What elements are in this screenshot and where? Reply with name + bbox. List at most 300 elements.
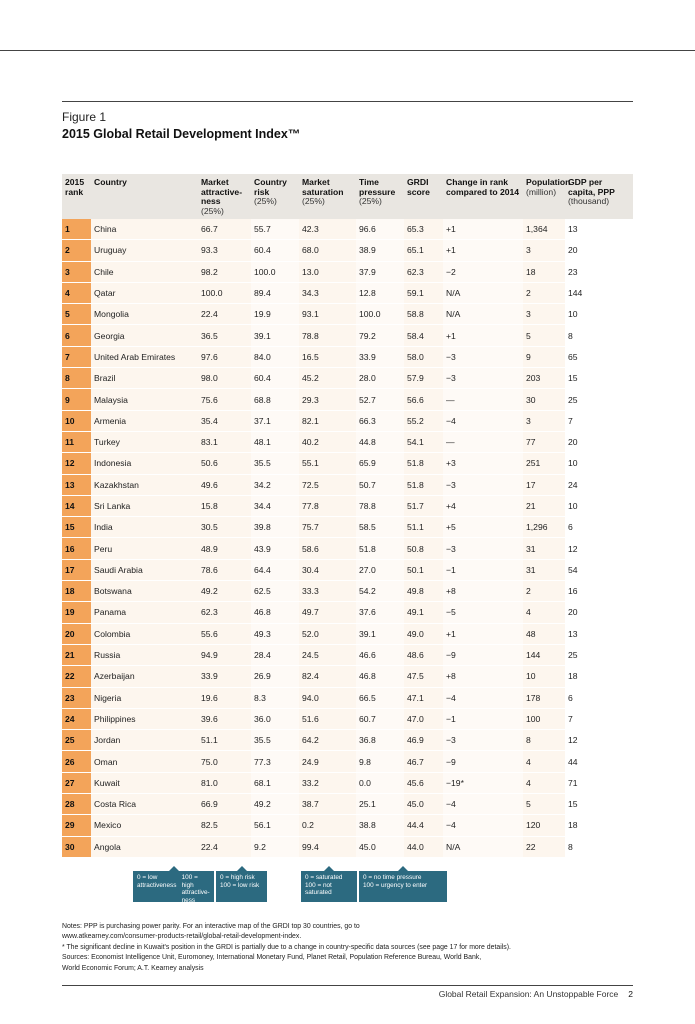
cell-rank: 15 <box>62 517 91 538</box>
cell-country: Kuwait <box>91 772 198 793</box>
cell-country: Russia <box>91 644 198 665</box>
legend-attractiveness <box>133 871 214 902</box>
cell-grdi-score: 45.0 <box>404 794 443 815</box>
legend-text: attractive- <box>181 889 210 897</box>
cell-time-pressure: 79.2 <box>356 325 404 346</box>
cell-rank: 29 <box>62 815 91 836</box>
cell-country-risk: 35.5 <box>251 453 299 474</box>
cell-market-saturation: 42.3 <box>299 219 356 240</box>
cell-time-pressure: 38.9 <box>356 240 404 261</box>
table-row <box>62 474 633 495</box>
cell-population: 5 <box>523 325 565 346</box>
cell-population: 203 <box>523 368 565 389</box>
cell-population: 100 <box>523 708 565 729</box>
cell-gdp-per-capita: 25 <box>565 389 633 410</box>
cell-market-saturation: 33.2 <box>299 772 356 793</box>
cell-population: 31 <box>523 559 565 580</box>
cell-market-saturation: 38.7 <box>299 794 356 815</box>
table-row <box>62 730 633 751</box>
cell-country-risk: 37.1 <box>251 410 299 431</box>
cell-rank: 27 <box>62 772 91 793</box>
header-title: Country risk <box>254 177 287 197</box>
note-line: Notes: PPP is purchasing power parity. For an interactive map of the GRDI top 30 countries, go to <box>62 923 360 930</box>
header-title: GRDI score <box>407 177 430 197</box>
table-row <box>62 240 633 261</box>
cell-time-pressure: 28.0 <box>356 368 404 389</box>
table-body <box>62 219 633 857</box>
cell-country-risk: 49.3 <box>251 623 299 644</box>
cell-rank: 2 <box>62 240 91 261</box>
cell-change-in-rank: +1 <box>443 219 523 240</box>
cell-market-saturation: 24.5 <box>299 644 356 665</box>
header-grdi-score <box>404 174 443 219</box>
cell-population: 22 <box>523 836 565 857</box>
cell-market-saturation: 40.2 <box>299 431 356 452</box>
cell-market-saturation: 51.6 <box>299 708 356 729</box>
cell-time-pressure: 100.0 <box>356 304 404 325</box>
cell-grdi-score: 46.7 <box>404 751 443 772</box>
header-title: Population <box>526 177 571 187</box>
cell-market-saturation: 30.4 <box>299 559 356 580</box>
cell-country-risk: 100.0 <box>251 261 299 282</box>
header-country-risk <box>251 174 299 219</box>
cell-gdp-per-capita: 15 <box>565 794 633 815</box>
cell-country: Botswana <box>91 581 198 602</box>
cell-country: Mongolia <box>91 304 198 325</box>
legend-text: 0 = high risk <box>220 874 255 881</box>
cell-market-attractiveness: 98.2 <box>198 261 251 282</box>
legend-text: 100 = not <box>305 881 332 889</box>
cell-grdi-score: 57.9 <box>404 368 443 389</box>
table-row <box>62 453 633 474</box>
table-row <box>62 687 633 708</box>
cell-gdp-per-capita: 20 <box>565 431 633 452</box>
cell-country-risk: 49.2 <box>251 794 299 815</box>
cell-time-pressure: 9.8 <box>356 751 404 772</box>
cell-time-pressure: 25.1 <box>356 794 404 815</box>
cell-market-saturation: 24.9 <box>299 751 356 772</box>
cell-grdi-score: 58.4 <box>404 325 443 346</box>
cell-country-risk: 34.4 <box>251 495 299 516</box>
cell-change-in-rank: +4 <box>443 495 523 516</box>
legend-text: 0 = saturated <box>305 874 343 881</box>
table-row <box>62 282 633 303</box>
table-row <box>62 304 633 325</box>
cell-change-in-rank: −4 <box>443 410 523 431</box>
cell-market-saturation: 29.3 <box>299 389 356 410</box>
header-population <box>523 174 571 219</box>
cell-rank: 3 <box>62 261 91 282</box>
cell-rank: 26 <box>62 751 91 772</box>
cell-country: Sri Lanka <box>91 495 198 516</box>
cell-grdi-score: 50.1 <box>404 559 443 580</box>
cell-grdi-score: 49.1 <box>404 602 443 623</box>
header-title: Market attractive-ness <box>201 177 243 206</box>
cell-time-pressure: 66.3 <box>356 410 404 431</box>
cell-population: 30 <box>523 389 565 410</box>
cell-market-attractiveness: 49.6 <box>198 474 251 495</box>
cell-gdp-per-capita: 15 <box>565 368 633 389</box>
cell-population: 1,364 <box>523 219 565 240</box>
cell-country-risk: 28.4 <box>251 644 299 665</box>
cell-rank: 23 <box>62 687 91 708</box>
cell-rank: 30 <box>62 836 91 857</box>
cell-grdi-score: 47.5 <box>404 666 443 687</box>
cell-country: Mexico <box>91 815 198 836</box>
cell-market-saturation: 0.2 <box>299 815 356 836</box>
cell-grdi-score: 54.1 <box>404 431 443 452</box>
cell-market-saturation: 99.4 <box>299 836 356 857</box>
cell-country: Colombia <box>91 623 198 644</box>
cell-market-attractiveness: 93.3 <box>198 240 251 261</box>
cell-rank: 9 <box>62 389 91 410</box>
cell-population: 4 <box>523 602 565 623</box>
cell-country-risk: 48.1 <box>251 431 299 452</box>
cell-gdp-per-capita: 10 <box>565 495 633 516</box>
table-row <box>62 517 633 538</box>
table-row <box>62 794 633 815</box>
cell-market-attractiveness: 36.5 <box>198 325 251 346</box>
cell-population: 251 <box>523 453 565 474</box>
header-subtitle: (25%) <box>254 196 277 206</box>
cell-gdp-per-capita: 13 <box>565 219 633 240</box>
cell-gdp-per-capita: 8 <box>565 325 633 346</box>
cell-country: Turkey <box>91 431 198 452</box>
cell-market-attractiveness: 98.0 <box>198 368 251 389</box>
cell-time-pressure: 60.7 <box>356 708 404 729</box>
legend-risk <box>216 871 267 902</box>
cell-country-risk: 43.9 <box>251 538 299 559</box>
cell-grdi-score: 49.8 <box>404 581 443 602</box>
header-market-saturation <box>299 174 356 219</box>
cell-country: Uruguay <box>91 240 198 261</box>
cell-rank: 19 <box>62 602 91 623</box>
cell-grdi-score: 65.3 <box>404 219 443 240</box>
cell-change-in-rank: −3 <box>443 538 523 559</box>
cell-population: 3 <box>523 410 565 431</box>
cell-gdp-per-capita: 6 <box>565 517 633 538</box>
cell-gdp-per-capita: 18 <box>565 815 633 836</box>
cell-grdi-score: 44.4 <box>404 815 443 836</box>
cell-country: Chile <box>91 261 198 282</box>
cell-country-risk: 55.7 <box>251 219 299 240</box>
cell-country: Nigeria <box>91 687 198 708</box>
cell-gdp-per-capita: 23 <box>565 261 633 282</box>
cell-country: United Arab Emirates <box>91 346 198 367</box>
cell-change-in-rank: +1 <box>443 325 523 346</box>
cell-country-risk: 68.8 <box>251 389 299 410</box>
cell-population: 1,296 <box>523 517 565 538</box>
cell-rank: 4 <box>62 282 91 303</box>
cell-market-saturation: 64.2 <box>299 730 356 751</box>
header-title: Country <box>94 177 127 187</box>
cell-grdi-score: 47.0 <box>404 708 443 729</box>
cell-market-saturation: 34.3 <box>299 282 356 303</box>
cell-population: 8 <box>523 730 565 751</box>
cell-rank: 18 <box>62 581 91 602</box>
cell-market-attractiveness: 62.3 <box>198 602 251 623</box>
footer-title: Global Retail Expansion: An Unstoppable Force <box>438 989 619 999</box>
legend-time-pressure <box>359 871 447 902</box>
cell-market-attractiveness: 22.4 <box>198 836 251 857</box>
note-line: * The significant decline in Kuwait's position in the GRDI is partially due to a change in country-specific data sources (see page 17 for more details). <box>62 943 511 951</box>
cell-gdp-per-capita: 44 <box>565 751 633 772</box>
cell-population: 48 <box>523 623 565 644</box>
cell-gdp-per-capita: 24 <box>565 474 633 495</box>
footer <box>439 989 633 999</box>
cell-change-in-rank: −3 <box>443 368 523 389</box>
cell-change-in-rank: +3 <box>443 453 523 474</box>
cell-time-pressure: 50.7 <box>356 474 404 495</box>
cell-change-in-rank: +5 <box>443 517 523 538</box>
cell-gdp-per-capita: 18 <box>565 666 633 687</box>
cell-grdi-score: 45.6 <box>404 772 443 793</box>
cell-country: Indonesia <box>91 453 198 474</box>
cell-grdi-score: 58.0 <box>404 346 443 367</box>
cell-time-pressure: 39.1 <box>356 623 404 644</box>
cell-rank: 20 <box>62 623 91 644</box>
cell-gdp-per-capita: 144 <box>565 282 633 303</box>
cell-change-in-rank: −9 <box>443 751 523 772</box>
table-row <box>62 219 633 240</box>
cell-market-attractiveness: 39.6 <box>198 708 251 729</box>
cell-population: 17 <box>523 474 565 495</box>
cell-rank: 10 <box>62 410 91 431</box>
cell-country-risk: 56.1 <box>251 815 299 836</box>
cell-change-in-rank: −2 <box>443 261 523 282</box>
cell-change-in-rank: N/A <box>443 282 523 303</box>
cell-gdp-per-capita: 7 <box>565 708 633 729</box>
header-rank <box>62 174 91 219</box>
header-title: Market saturation <box>302 177 344 197</box>
cell-country: Peru <box>91 538 198 559</box>
cell-rank: 11 <box>62 431 91 452</box>
legend-text: attractiveness <box>137 881 177 889</box>
cell-market-attractiveness: 48.9 <box>198 538 251 559</box>
header-subtitle: (25%) <box>359 196 382 206</box>
table-row <box>62 666 633 687</box>
cell-change-in-rank: −3 <box>443 474 523 495</box>
cell-change-in-rank: −19* <box>443 772 523 793</box>
cell-rank: 24 <box>62 708 91 729</box>
cell-grdi-score: 55.2 <box>404 410 443 431</box>
table-row <box>62 410 633 431</box>
cell-market-saturation: 82.1 <box>299 410 356 431</box>
cell-change-in-rank: −1 <box>443 708 523 729</box>
note-line: www.atkearney.com/consumer-products-retail/global-retail-development-index. <box>62 933 302 941</box>
cell-country-risk: 34.2 <box>251 474 299 495</box>
cell-change-in-rank: — <box>443 389 523 410</box>
cell-gdp-per-capita: 13 <box>565 623 633 644</box>
cell-grdi-score: 65.1 <box>404 240 443 261</box>
header-time-pressure <box>356 174 404 219</box>
cell-change-in-rank: +1 <box>443 240 523 261</box>
cell-gdp-per-capita: 8 <box>565 836 633 857</box>
bottom-rule <box>62 985 633 986</box>
table-header <box>62 174 633 219</box>
cell-gdp-per-capita: 54 <box>565 559 633 580</box>
cell-country-risk: 39.8 <box>251 517 299 538</box>
cell-time-pressure: 66.5 <box>356 687 404 708</box>
cell-time-pressure: 51.8 <box>356 538 404 559</box>
cell-country-risk: 77.3 <box>251 751 299 772</box>
table-row <box>62 538 633 559</box>
legend-text: saturated <box>305 889 332 897</box>
cell-change-in-rank: +8 <box>443 666 523 687</box>
cell-country-risk: 60.4 <box>251 368 299 389</box>
cell-country-risk: 8.3 <box>251 687 299 708</box>
cell-rank: 14 <box>62 495 91 516</box>
cell-market-attractiveness: 49.2 <box>198 581 251 602</box>
cell-change-in-rank: −9 <box>443 644 523 665</box>
cell-change-in-rank: −4 <box>443 815 523 836</box>
cell-grdi-score: 51.8 <box>404 453 443 474</box>
cell-change-in-rank: N/A <box>443 836 523 857</box>
legend-text: 100 = high <box>181 874 198 889</box>
table-row <box>62 772 633 793</box>
header-subtitle: (thousand) <box>568 196 610 206</box>
table-row <box>62 346 633 367</box>
cell-time-pressure: 12.8 <box>356 282 404 303</box>
cell-rank: 16 <box>62 538 91 559</box>
legend-text: 100 = low risk <box>220 881 260 889</box>
cell-market-attractiveness: 75.6 <box>198 389 251 410</box>
cell-country: Brazil <box>91 368 198 389</box>
cell-grdi-score: 50.8 <box>404 538 443 559</box>
cell-country-risk: 36.0 <box>251 708 299 729</box>
cell-grdi-score: 46.9 <box>404 730 443 751</box>
table-row <box>62 495 633 516</box>
cell-change-in-rank: −3 <box>443 346 523 367</box>
cell-market-saturation: 78.8 <box>299 325 356 346</box>
cell-time-pressure: 96.6 <box>356 219 404 240</box>
cell-country: China <box>91 219 198 240</box>
cell-change-in-rank: N/A <box>443 304 523 325</box>
cell-rank: 6 <box>62 325 91 346</box>
cell-change-in-rank: −3 <box>443 730 523 751</box>
cell-grdi-score: 51.7 <box>404 495 443 516</box>
cell-grdi-score: 48.6 <box>404 644 443 665</box>
cell-country-risk: 62.5 <box>251 581 299 602</box>
cell-rank: 1 <box>62 219 91 240</box>
cell-grdi-score: 44.0 <box>404 836 443 857</box>
cell-country: Angola <box>91 836 198 857</box>
cell-country-risk: 39.1 <box>251 325 299 346</box>
cell-country: Qatar <box>91 282 198 303</box>
cell-market-attractiveness: 100.0 <box>198 282 251 303</box>
cell-country-risk: 68.1 <box>251 772 299 793</box>
cell-market-attractiveness: 83.1 <box>198 431 251 452</box>
table-row <box>62 836 633 857</box>
cell-grdi-score: 51.1 <box>404 517 443 538</box>
cell-population: 3 <box>523 240 565 261</box>
cell-population: 2 <box>523 581 565 602</box>
cell-market-saturation: 33.3 <box>299 581 356 602</box>
header-subtitle: (million) <box>526 186 557 197</box>
cell-grdi-score: 47.1 <box>404 687 443 708</box>
cell-population: 10 <box>523 666 565 687</box>
cell-country: Philippines <box>91 708 198 729</box>
cell-time-pressure: 46.6 <box>356 644 404 665</box>
table-row <box>62 644 633 665</box>
cell-gdp-per-capita: 6 <box>565 687 633 708</box>
figure-title: 2015 Global Retail Development Index™ <box>62 127 301 141</box>
cell-grdi-score: 51.8 <box>404 474 443 495</box>
cell-market-attractiveness: 81.0 <box>198 772 251 793</box>
figure-rule <box>62 101 633 102</box>
cell-population: 4 <box>523 772 565 793</box>
cell-market-saturation: 16.5 <box>299 346 356 367</box>
cell-market-saturation: 49.7 <box>299 602 356 623</box>
cell-population: 4 <box>523 751 565 772</box>
cell-rank: 25 <box>62 730 91 751</box>
cell-market-saturation: 75.7 <box>299 517 356 538</box>
cell-country: Panama <box>91 602 198 623</box>
cell-rank: 21 <box>62 644 91 665</box>
cell-change-in-rank: +8 <box>443 581 523 602</box>
legend-saturation <box>301 871 357 902</box>
table-row <box>62 368 633 389</box>
cell-country: Oman <box>91 751 198 772</box>
cell-population: 18 <box>523 261 565 282</box>
cell-market-attractiveness: 66.7 <box>198 219 251 240</box>
cell-population: 3 <box>523 304 565 325</box>
cell-gdp-per-capita: 20 <box>565 602 633 623</box>
cell-change-in-rank: −4 <box>443 794 523 815</box>
cell-country-risk: 35.5 <box>251 730 299 751</box>
cell-time-pressure: 54.2 <box>356 581 404 602</box>
cell-rank: 5 <box>62 304 91 325</box>
cell-grdi-score: 62.3 <box>404 261 443 282</box>
cell-time-pressure: 37.6 <box>356 602 404 623</box>
legend-text: 0 = low <box>137 874 158 881</box>
cell-change-in-rank: −1 <box>443 559 523 580</box>
table-row <box>62 623 633 644</box>
cell-market-attractiveness: 35.4 <box>198 410 251 431</box>
cell-population: 5 <box>523 794 565 815</box>
cell-population: 77 <box>523 431 565 452</box>
cell-grdi-score: 59.1 <box>404 282 443 303</box>
cell-population: 120 <box>523 815 565 836</box>
header-title: 2015 rank <box>65 177 85 197</box>
cell-market-saturation: 13.0 <box>299 261 356 282</box>
cell-time-pressure: 58.5 <box>356 517 404 538</box>
cell-rank: 28 <box>62 794 91 815</box>
cell-market-saturation: 82.4 <box>299 666 356 687</box>
cell-time-pressure: 37.9 <box>356 261 404 282</box>
cell-market-attractiveness: 22.4 <box>198 304 251 325</box>
cell-country-risk: 46.8 <box>251 602 299 623</box>
table-row <box>62 751 633 772</box>
cell-country: Costa Rica <box>91 794 198 815</box>
cell-rank: 17 <box>62 559 91 580</box>
header-country <box>91 174 198 219</box>
cell-market-attractiveness: 82.5 <box>198 815 251 836</box>
cell-time-pressure: 65.9 <box>356 453 404 474</box>
header-title: GDP per capita, PPP <box>568 177 615 197</box>
cell-market-attractiveness: 15.8 <box>198 495 251 516</box>
cell-country-risk: 9.2 <box>251 836 299 857</box>
header-row <box>62 174 633 219</box>
cell-grdi-score: 58.8 <box>404 304 443 325</box>
cell-market-saturation: 77.8 <box>299 495 356 516</box>
cell-country-risk: 19.9 <box>251 304 299 325</box>
cell-market-attractiveness: 50.6 <box>198 453 251 474</box>
table-row <box>62 815 633 836</box>
legend-text: 0 = no time pressure <box>363 874 422 881</box>
cell-market-attractiveness: 30.5 <box>198 517 251 538</box>
cell-time-pressure: 33.9 <box>356 346 404 367</box>
